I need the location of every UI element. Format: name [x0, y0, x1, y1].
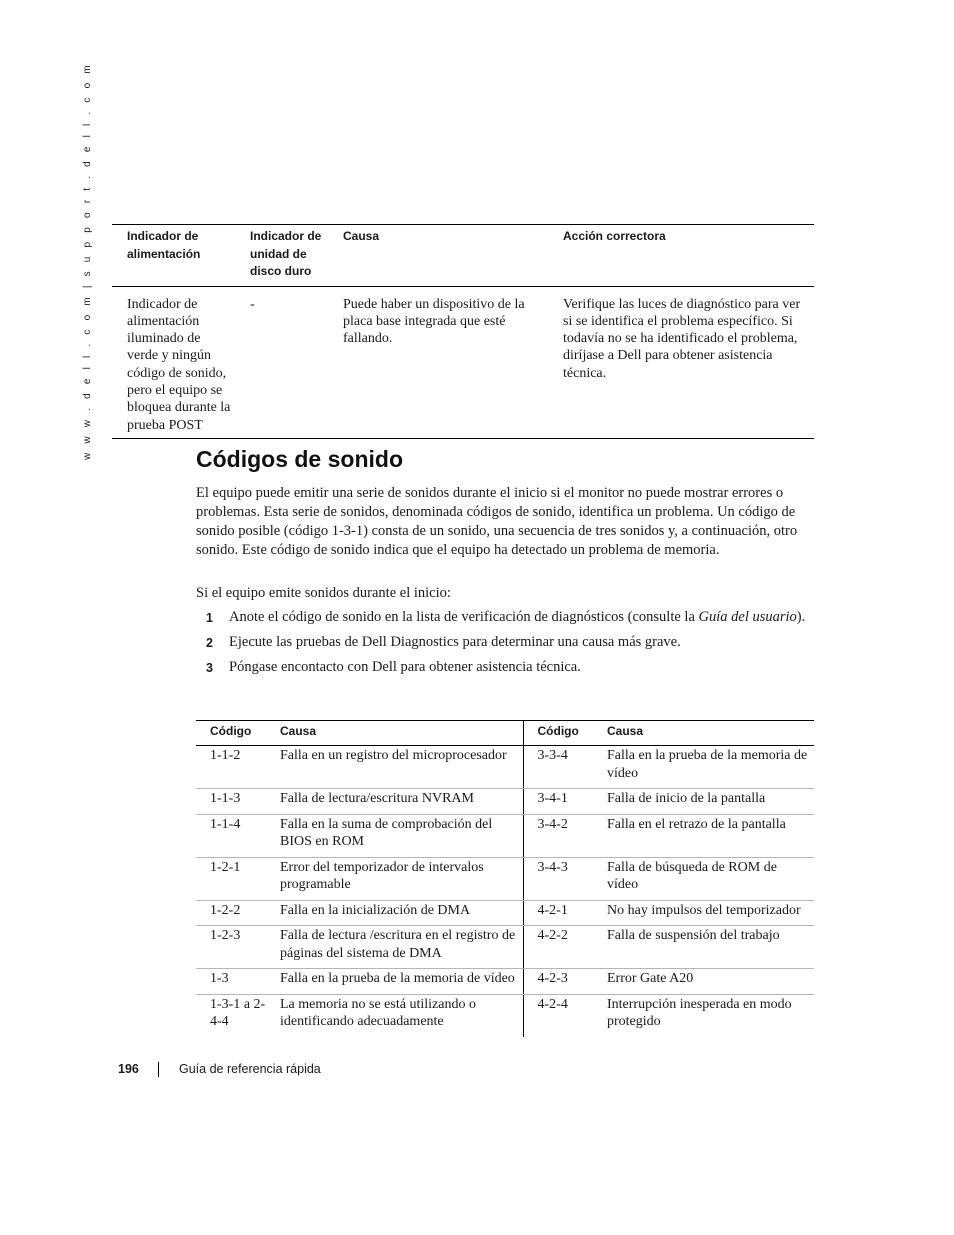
page-number: 196: [118, 1062, 139, 1076]
cell-cause: Puede haber un dispositivo de la placa base integrada que esté fallando.: [343, 296, 525, 347]
table-row: [196, 969, 814, 995]
cell-cause-left: Error del temporizador de intervalos programable: [280, 857, 523, 900]
list-item: [196, 633, 814, 652]
section-title: Códigos de sonido: [196, 446, 403, 472]
cell-code-right: 3-3-4: [523, 746, 607, 789]
cell-cause-right: Falla de suspensión del trabajo: [607, 926, 814, 969]
cell-code-right: 4-2-4: [523, 994, 607, 1037]
footer-title: Guía de referencia rápida: [179, 1062, 321, 1076]
side-url-text: w w w . d e l l . c o m | s u p p o r t . d e l l . c o m: [82, 62, 93, 460]
step-text: Póngase encontacto con Dell para obtener asistencia técnica.: [229, 659, 581, 675]
cell-cause-left: Falla en la inicialización de DMA: [280, 900, 523, 926]
step-text: Ejecute las pruebas de Dell Diagnostics para determinar una causa más grave.: [229, 634, 681, 650]
cell-code-left: 1-2-1: [196, 857, 280, 900]
cell-code-right: 4-2-1: [523, 900, 607, 926]
header-corrective-action: Acción correctora: [548, 225, 814, 287]
cell-cause-left: Falla en la suma de comprobación del BIOS en ROM: [280, 814, 523, 857]
cell-cause-left: Falla en la prueba de la memoria de vídeo: [280, 969, 523, 995]
indicator-table-header-row: [112, 225, 814, 287]
cell-code-left: 1-2-2: [196, 900, 280, 926]
list-item: [196, 658, 814, 677]
header-power-indicator: Indicador de alimentación: [112, 225, 235, 287]
cell-cause-left: Falla de lectura/escritura NVRAM: [280, 789, 523, 815]
codes-table-header-row: [196, 721, 814, 746]
step-number: 1: [206, 611, 213, 625]
cell-cause-right: Interrupción inesperada en modo protegido: [607, 996, 792, 1029]
header-cause-right: Causa: [607, 721, 814, 746]
cell-cause-right: Falla de inicio de la pantalla: [607, 789, 814, 815]
cell-cause-right: Falla en la prueba de la memoria de vídeo: [607, 746, 814, 789]
step-text-end: ).: [796, 609, 806, 625]
footer-divider: [158, 1062, 159, 1077]
table-row: [196, 746, 814, 789]
table-row: [196, 789, 814, 815]
indicator-table-row: [112, 286, 814, 438]
cell-code-left: 1-1-4: [196, 814, 280, 857]
cell-cause-right: No hay impulsos del temporizador: [607, 900, 814, 926]
cell-code-left: 1-1-3: [196, 789, 280, 815]
step-number: 2: [206, 636, 213, 650]
table-row: [196, 994, 814, 1037]
steps-list: [196, 608, 814, 683]
beep-codes-table: [196, 720, 814, 1037]
cell-code-right: 3-4-1: [523, 789, 607, 815]
header-code-left: Código: [196, 721, 280, 746]
table-row: [196, 900, 814, 926]
header-cause: Causa: [328, 225, 548, 287]
cell-code-left: 1-1-2: [196, 746, 280, 789]
step-text: Anote el código de sonido en la lista de verificación de diagnósticos (consulte la: [229, 609, 699, 625]
cell-code-left: 1-3-1 a 2-4-4: [210, 996, 266, 1029]
lead-paragraph: Si el equipo emite sonidos durante el inicio:: [196, 585, 451, 601]
cell-code-right: 3-4-2: [523, 814, 607, 857]
cell-code-left: 1-3: [196, 969, 280, 995]
cell-code-right: 4-2-2: [523, 926, 607, 969]
indicator-table: [112, 224, 814, 439]
cell-corrective-action: Verifique las luces de diagnóstico para ver si se identifica el problema específico. Si todavía no se ha identificado el problema, diríjase a Dell para obtener asistencia técnica.: [563, 296, 801, 381]
cell-code-right: 3-4-3: [523, 857, 607, 900]
cell-code-right: 4-2-3: [523, 969, 607, 995]
cell-cause-right: Error Gate A20: [607, 969, 814, 995]
cell-power-indicator: Indicador de alimentación iluminado de verde y ningún código de sonido, pero el equipo se bloquea durante la prueba POST: [127, 296, 231, 433]
cell-hdd-indicator: -: [250, 296, 255, 312]
cell-cause-left: La memoria no se está utilizando o identificando adecuadamente: [280, 996, 476, 1029]
table-row: [196, 857, 814, 900]
header-hdd-indicator: Indicador de unidad de disco duro: [235, 225, 328, 287]
table-row: [196, 814, 814, 857]
cell-cause-right: Falla de búsqueda de ROM de vídeo: [607, 857, 814, 900]
step-text-italic: Guía del usuario: [698, 609, 797, 625]
header-code-right: Código: [523, 721, 607, 746]
cell-code-left: 1-2-3: [196, 926, 280, 969]
cell-cause-left: Falla en un registro del microprocesador: [280, 746, 523, 789]
cell-cause-left: Falla de lectura /escritura en el registro de páginas del sistema de DMA: [280, 926, 523, 969]
table-row: [196, 926, 814, 969]
cell-cause-right: Falla en el retrazo de la pantalla: [607, 814, 814, 857]
intro-paragraph: El equipo puede emitir una serie de sonidos durante el inicio si el monitor no puede mostrar errores o problemas. Esta serie de sonidos, denominada códigos de sonido, identifica un problema. Un código de sonido posible (código 1-3-1) consta de un sonido, una secuencia de tres sonidos y, a continuación, otro sonido. Este código de sonido indica que el equipo ha detectado un problema de memoria.: [196, 485, 798, 558]
step-number: 3: [206, 661, 213, 675]
list-item: [196, 608, 814, 627]
header-cause-left: Causa: [280, 721, 523, 746]
